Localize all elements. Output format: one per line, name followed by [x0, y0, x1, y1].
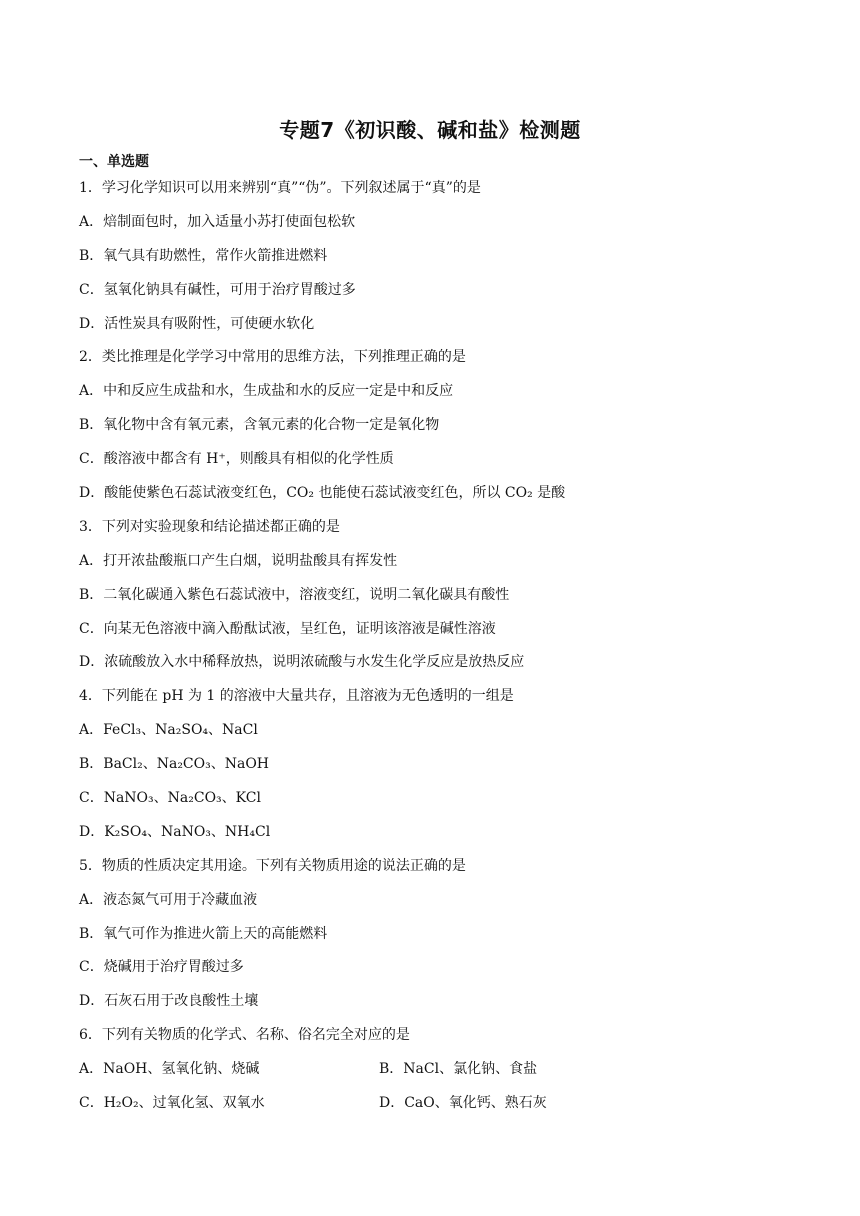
- text-line: A．打开浓盐酸瓶口产生白烟，说明盐酸具有挥发性: [79, 552, 398, 569]
- text-line: C．氢氧化钠具有碱性，可用于治疗胃酸过多: [79, 281, 356, 298]
- text-line: B．氧化物中含有氧元素，含氧元素的化合物一定是氧化物: [79, 417, 440, 434]
- text-line: 4．下列能在 pH 为 1 的溶液中大量共存，且溶液为无色透明的一组是: [79, 688, 514, 705]
- text-line: D．K₂SO₄、NaNO₃、NH₄Cl: [79, 823, 271, 840]
- option-row: [79, 1058, 799, 1092]
- text-line: D．活性炭具有吸附性，可使硬水软化: [79, 315, 315, 332]
- text-line: 1．学习化学知识可以用来辨别“真”“伪”。下列叙述属于“真”的是: [79, 180, 481, 196]
- option-c: C．H₂O₂、过氧化氢、双氧水: [79, 1095, 265, 1112]
- text-line: A．液态氮气可用于冷藏血液: [79, 891, 258, 908]
- option-b: B．NaCl、氯化钠、食盐: [379, 1061, 538, 1078]
- text-line: D．石灰石用于改良酸性土壤: [79, 993, 259, 1010]
- text-line: C．NaNO₃、Na₂CO₃、KCl: [79, 790, 261, 807]
- text-line: B．氧气可作为推进火箭上天的高能燃料: [79, 925, 328, 942]
- text-line: A．焙制面包时，加入适量小苏打使面包松软: [79, 213, 356, 230]
- text-line: B．BaCl₂、Na₂CO₃、NaOH: [79, 756, 270, 773]
- text-line: D．浓硫酸放入水中稀释放热，说明浓硫酸与水发生化学反应是放热反应: [79, 654, 525, 671]
- text-line: D．酸能使紫色石蕊试液变红色，CO₂ 也能使石蕊试液变红色，所以 CO₂ 是酸: [79, 485, 566, 502]
- option-d: D．CaO、氧化钙、熟石灰: [379, 1095, 547, 1112]
- text-line: 2．类比推理是化学学习中常用的思维方法，下列推理正确的是: [79, 349, 466, 366]
- text-line: 3．下列对实验现象和结论描述都正确的是: [79, 518, 340, 535]
- text-line: 5．物质的性质决定其用途。下列有关物质用途的说法正确的是: [79, 857, 466, 874]
- section-heading: 一、单选题: [79, 154, 149, 170]
- text-line: B．氧气具有助燃性，常作火箭推进燃料: [79, 247, 328, 264]
- page-title: 专题7《初识酸、碱和盐》检测题: [279, 118, 581, 142]
- text-line: C．烧碱用于治疗胃酸过多: [79, 959, 244, 976]
- question-list: [79, 177, 799, 1126]
- option-a: A．NaOH、氢氧化钠、烧碱: [79, 1061, 260, 1078]
- text-line: 6．下列有关物质的化学式、名称、俗名完全对应的是: [79, 1027, 410, 1044]
- text-line: A．中和反应生成盐和水，生成盐和水的反应一定是中和反应: [79, 383, 454, 400]
- text-line: B．二氧化碳通入紫色石蕊试液中，溶液变红，说明二氧化碳具有酸性: [79, 586, 510, 603]
- text-line: C．向某无色溶液中滴入酚酞试液，呈红色，证明该溶液是碱性溶液: [79, 620, 496, 637]
- text-line: A．FeCl₃、Na₂SO₄、NaCl: [79, 722, 258, 739]
- text-line: C．酸溶液中都含有 H⁺，则酸具有相似的化学性质: [79, 451, 394, 468]
- option-row: [79, 1092, 799, 1126]
